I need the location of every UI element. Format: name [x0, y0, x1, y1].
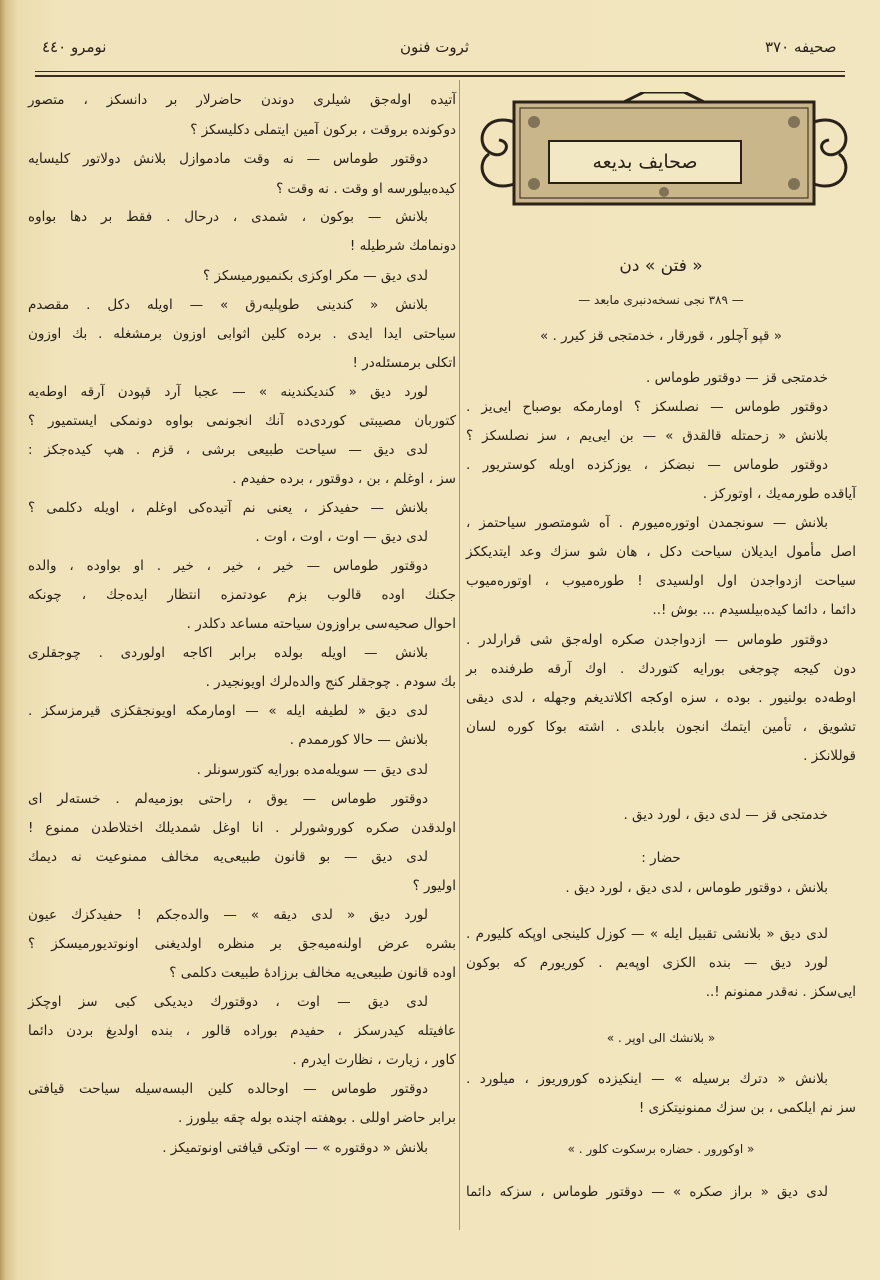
dialogue-line: لورد دیق « لدی دیقه » — والده‌جکم ! حفیدکزك عیون — [28, 907, 428, 923]
dialogue-line: بك سودم . چوجقلر کنج والده‌لرك اویونجیدر . — [205, 674, 456, 690]
dialogue-line: لورد دیق — بنده الکزی اوپه‌یم . کوریورم که بوکون — [466, 955, 828, 971]
dialogue-line: دونمامك شرطیله ! — [349, 238, 456, 254]
dialogue-line: دوکونده بروقت ، برکون آمین ایتملی دکلیسکز ؟ — [190, 122, 456, 138]
dialogue-line: ایی‌سکز . نه‌قدر ممنونم !.. — [705, 984, 856, 1000]
dialogue-line: اتکلی برمسئله‌در ! — [352, 355, 456, 371]
dialogue-line: بلانش — بوکون ، شمدی ، درحال . فقط بر دها بواوه — [28, 209, 428, 225]
dialogue-line: لدی دیق — بو قانون طبیعی‌یه مخالف ممنوعیت نه دیمك — [28, 849, 428, 865]
magazine-name: ثروت فنون — [400, 38, 470, 56]
header-rule — [35, 71, 845, 77]
dialogue-line: اولدقدن صکره کوروشورلر . انا اوغل شمدیلك اختلاطدن ممنوع ! — [28, 820, 456, 836]
dialogue-line: لدی دیق « بلانشی تقبیل ایله » — کوزل کلینجی اوپکه کلیورم . — [466, 926, 828, 942]
dialogue-line: عافیتله کیدرسکز ، حفیدم بوراده قالور ، بنده اولدیغ بردن دائما — [28, 1023, 456, 1039]
dialogue-line: بلانش — حالا کورممدم . — [289, 732, 428, 748]
dialogue-line: لدی دیق « لطیفه ایله » — اومارمکه اویونجقکزی قیرمزسکز . — [28, 703, 428, 719]
dialogue-line: بلانش « زحمتله قالقدق » — بن ایی‌یم ، سز نصلسکز ؟ — [466, 428, 828, 444]
dialogue-line: احوال صحیه‌سی براوزون سیاحته مساعد دکلدر . — [186, 616, 456, 632]
stage-direction: « قپو آچلور ، قورقار ، خدمتجی قز کیرر . » — [539, 328, 783, 344]
dialogue-line: لدی دیق — سویله‌مده بورایه کتورسونلر . — [196, 762, 428, 778]
dialogue-line: سیاحت ازدواجدن اول اولسیدی ! طوره‌میوب ، اوتوره‌میوب — [466, 573, 856, 589]
dialogue-line: دوقتور طوماس — نه وقت مادموازل بلانش دولاتور کلیسایه — [28, 151, 428, 167]
dialogue-line: سز ، اوغلم ، بن ، دوقتور ، برده حفیدم . — [232, 471, 456, 487]
dialogue-line: لدی دیق — مکر اوکزی بکنمیورمیسکز ؟ — [203, 268, 428, 284]
issue-number: نومرو ٤٤٠ — [42, 38, 107, 56]
cast-heading: حضار : — [641, 850, 681, 866]
section-title: صحایف بدیعه — [548, 140, 742, 184]
column-divider — [459, 80, 460, 1230]
dialogue-line: دوقتور طوماس — اوحالده کلین البسه‌سیله سیاحت قیافتی — [28, 1081, 428, 1097]
dialogue-line: خدمتجی قز — لدی دیق ، لورد دیق . — [623, 807, 828, 823]
dialogue-line: اوطه‌ده بولنیور . بوده ، سزه اوکجه اکلاتدیغم وجهله ، لدی دیقی — [466, 690, 856, 706]
dialogue-line: اوده قانون طبیعی‌یه مخالف برزادهٔ طبیعت دکلمی ؟ — [169, 965, 456, 981]
dialogue-line: قوللانکز . — [803, 748, 856, 764]
dialogue-line: دائما ، دائما کیده‌بیلسیدم ... بوش !.. — [652, 602, 856, 618]
article-title: « فتن » دن — [619, 256, 703, 276]
stage-direction: « بلانشك الی اوپر . » — [606, 1031, 716, 1045]
dialogue-line: دوقتور طوماس — نصلسکز ؟ اومارمکه بوصباح ایی‌یز . — [466, 399, 828, 415]
page-number: صحیفه ۳۷۰ — [765, 38, 837, 56]
dialogue-line: بلانش — سونجمدن اوتوره‌میورم . آه شومتصور سیاحتمز ، — [466, 515, 828, 531]
dialogue-line: آیاقده طورمه‌یك ، اوتورکز . — [702, 486, 856, 502]
dialogue-line: برابر حاضر اوللی . بوهفته اچنده بوله چقه بیلورز . — [178, 1110, 456, 1126]
dialogue-line: سز نم ایلکمی ، بن سزك ممنونیتکزی ! — [638, 1100, 856, 1116]
dialogue-line: بلانش — حفیدکز ، یعنی نم آتیده‌کی اوغلم ، اویله دکلمی ؟ — [28, 500, 428, 516]
dialogue-line: اصل مأمول ایدیلان سیاحت دکل ، هان شو سزك وعد ایتدیککز — [466, 544, 856, 560]
dialogue-line: سیاحتی ایدا ایدی . برده کلین اثوابی اوزون برمشغله . بك اوزون — [28, 326, 456, 342]
dialogue-line: بلانش — اویله بولده برابر اکاجه اولوردی . چوجقلری — [28, 645, 428, 661]
dialogue-line: اولیور ؟ — [412, 878, 456, 894]
dialogue-line: لدی دیق — سیاحت طبیعی برشی ، قزم . هپ کیده‌جکز : — [28, 442, 428, 458]
dialogue-line: کتوربان مصیبتی کوردی‌ده آنك انجونمی بواوه دونمکی ایستمیور ؟ — [28, 413, 456, 429]
dialogue-line: تشویق ، تأمین ایتمك انجون بابلدی . اشته بوکا کوره لسان — [466, 719, 856, 735]
dialogue-line: خدمتجی قز — دوقتور طوماس . — [646, 370, 828, 386]
dialogue-line: لورد دیق « کندیکندینه » — عجبا آرد قپودن آرقه اوطه‌یه — [28, 384, 428, 400]
stage-direction: « اوکورور . حضاره برسکوت کلور . » — [567, 1142, 755, 1156]
dialogue-line: دون کیجه چوجغی بورایه کتوردك . اوك آرقه طرفنده بر — [466, 661, 856, 677]
dialogue-line: دوقتور طوماس — یوق ، راحتی بوزمیه‌لم . خسته‌لر ای — [28, 791, 428, 807]
dialogue-line: بلانش « کندینی طوپلیه‌رق » — اویله دکل . مقصدم — [28, 297, 428, 313]
cast-list: بلانش ، دوقتور طوماس ، لدی دیق ، لورد دیق . — [565, 880, 828, 896]
dialogue-line: بلانش « دترك برسیله » — اینکیزده کوروریوز ، میلورد . — [466, 1071, 828, 1087]
dialogue-line: دوقتور طوماس — نبضکز ، یوزکزده اویله کوستریور . — [466, 457, 828, 473]
dialogue-line: کاور ، زیارت ، نظارت ایدرم . — [292, 1052, 456, 1068]
dialogue-line: بلانش « دوقتوره » — اوتکی قیافتی اونوتمیکز . — [162, 1140, 428, 1156]
dialogue-line: جکنك اوده قالوب بزم عودتمزه انتظار ایده‌جك ، چونکه — [28, 587, 456, 603]
dialogue-line: لدی دیق — اوت ، اوت ، اوت . — [255, 529, 428, 545]
dialogue-line: آتیده اوله‌جق شیلری دوندن حاضرلار بر دانسکز ، متصور — [28, 92, 456, 108]
dialogue-line: لدی دیق « براز صکره » — دوقتور طوماس ، سزکه دائما — [466, 1184, 828, 1200]
dialogue-line: دوقتور طوماس — خیر ، خیر ، خیر . او بواوده ، والده — [28, 558, 428, 574]
dialogue-line: بشره عرض اولنه‌میه‌جق بر منظره اولدیغنی اونوتدیورمیسکز ؟ — [28, 936, 456, 952]
article-subtitle: — ۳۸۹ نجی نسخه‌دنبری مابعد — — [578, 293, 744, 307]
dialogue-line: کیده‌بیلورسه او وقت . نه وقت ؟ — [276, 181, 456, 197]
dialogue-line: دوقتور طوماس — ازدواجدن صکره اوله‌جق شی قرارلدر . — [466, 632, 828, 648]
dialogue-line: لدی دیق — اوت ، دوقتورك دیدیکی کبی سز اوچکز — [28, 994, 428, 1010]
